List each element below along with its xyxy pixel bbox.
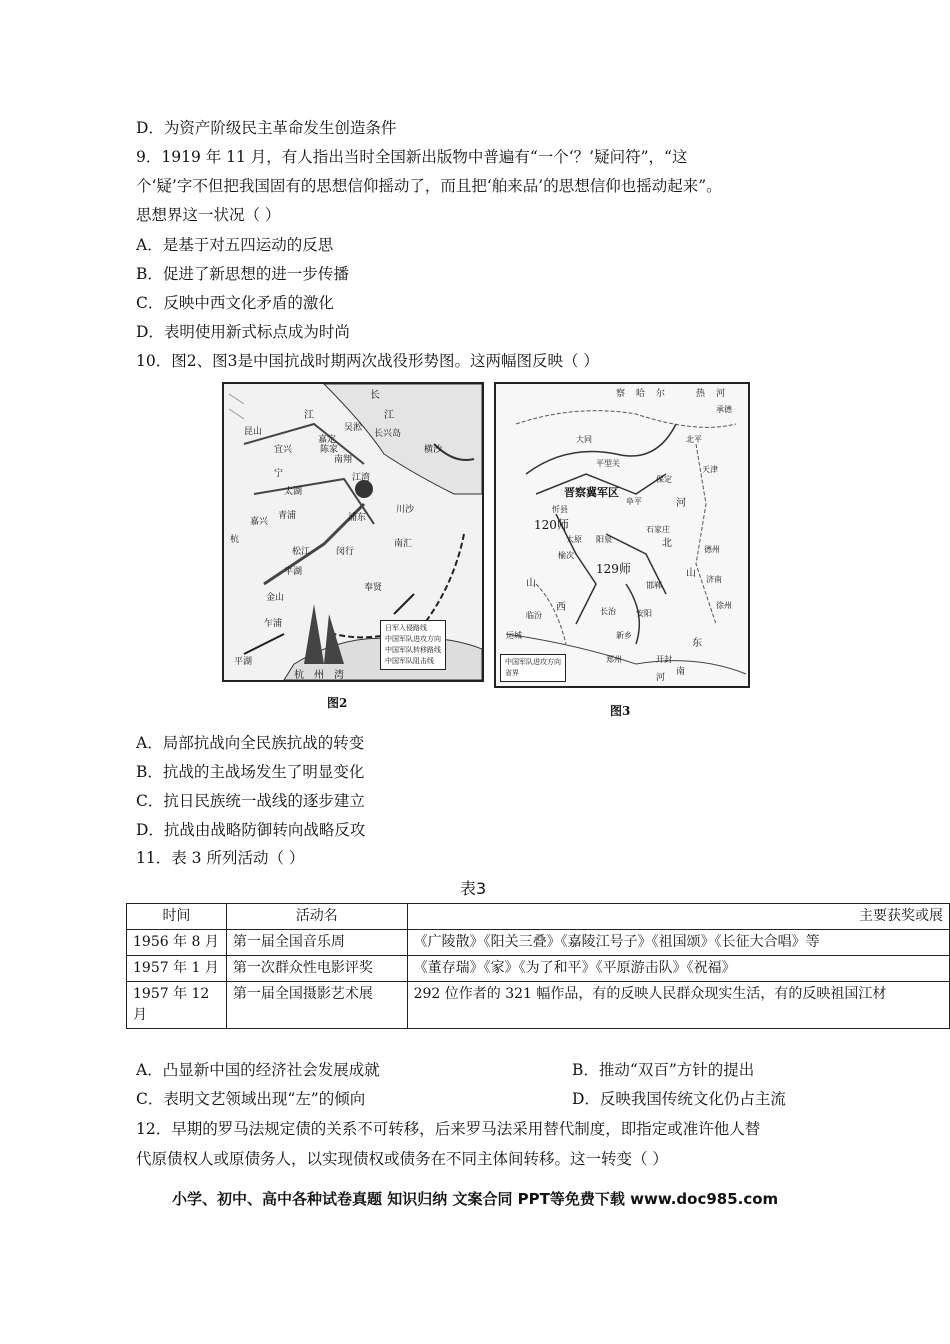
fig3-label: 北平 (686, 435, 702, 444)
fig2-label: 宜兴 (274, 445, 293, 455)
fig3-label: 南 (676, 667, 686, 677)
fig3-label: 西 (556, 602, 566, 613)
figure-2-caption: 图2 (327, 696, 348, 710)
table-cell-time: 1956 年 8 月 (127, 930, 227, 956)
fig2-label: 长 (370, 390, 380, 401)
q9-option-c: C．反映中西文化矛盾的激化 (136, 294, 334, 312)
fig3-label: 平型关 (596, 459, 620, 468)
table-cell-activity: 第一届全国摄影艺术展 (226, 982, 407, 1029)
q9-option-d: D．表明使用新式标点成为时尚 (136, 323, 350, 341)
fig3-label: 临汾 (526, 611, 542, 620)
figure-2-map (222, 382, 484, 682)
fig2-label: 杭 (294, 670, 304, 681)
q10-option-b: B．抗战的主战场发生了明显变化 (136, 763, 365, 781)
fig3-label: 察 (616, 389, 626, 399)
table-row (127, 930, 950, 956)
fig3-label: 山 (686, 568, 696, 579)
q10-option-c: C．抗日民族统一战线的逐步建立 (136, 792, 365, 810)
table-cell-awards: 《董存瑞》《家》《为了和平》《平原游击队》《祝福》 (407, 956, 949, 982)
fig3-label: 邯郸 (646, 581, 662, 590)
fig2-label: 平湖 (234, 657, 253, 667)
q9-stem-line1: 9．1919 年 11 月，有人指出当时全国新出版物中普遍有“一个‘？’疑问符”，“这 (136, 148, 688, 166)
fig2-legend-item: 中国军队阻击线 (385, 657, 434, 665)
fig2-label: 湾 (334, 670, 344, 681)
fig3-label: 安阳 (636, 609, 652, 618)
fig2-label: 浦东 (348, 513, 367, 523)
fig3-label: 河 (656, 673, 666, 683)
table-row (127, 956, 950, 982)
fig3-label: 北 (662, 538, 672, 549)
table-cell-time: 1957 年 12 月 (127, 982, 227, 1029)
fig3-label: 山 (526, 578, 536, 589)
fig3-label: 河 (676, 498, 686, 509)
fig3-label: 忻县 (552, 505, 568, 514)
fig2-label: 横沙 (424, 445, 443, 455)
fig3-label: 运城 (506, 631, 522, 640)
table-cell-activity: 第一次群众性电影评奖 (226, 956, 407, 982)
fig2-label: 长兴岛 (374, 429, 402, 439)
fig3-label: 东 (692, 638, 702, 649)
fig2-label: 乍浦 (264, 619, 283, 629)
fig3-label: 阜平 (626, 497, 642, 506)
fig3-label: 天津 (702, 465, 718, 474)
fig2-label: 杭 (230, 535, 240, 545)
activity-table (126, 903, 950, 1029)
fig3-label: 新乡 (616, 631, 632, 640)
fig2-label: 嘉兴 (250, 517, 269, 527)
fig2-label: 川沙 (396, 505, 415, 515)
fig2-label: 江 (304, 410, 314, 421)
fig3-label: 榆次 (558, 551, 574, 560)
fig2-label: 闵行 (336, 547, 355, 557)
fig2-label: 江 (384, 410, 394, 421)
fig3-label: 石家庄 (646, 525, 670, 534)
table-header-activity: 活动名 (226, 904, 407, 930)
fig2-label: 松江 (292, 547, 311, 557)
fig3-legend (500, 654, 566, 682)
fig2-label: 青浦 (278, 511, 297, 521)
fig3-label: 129师 (596, 562, 631, 576)
fig2-label: 太湖 (284, 487, 303, 497)
fig2-label: 昆山 (244, 427, 263, 437)
q11-option-a: A．凸显新中国的经济社会发展成就 (136, 1061, 380, 1079)
table-title: 表3 (460, 879, 487, 898)
fig2-legend-item: 中国军队转移路线 (385, 646, 441, 654)
fig2-label: 南翔 (334, 455, 353, 465)
fig2-label: 吴淞 (344, 423, 363, 433)
q11-option-d: D．反映我国传统文化仍占主流 (572, 1090, 786, 1108)
figure-3-caption: 图3 (610, 704, 631, 718)
fig3-label: 开封 (656, 655, 672, 664)
fig2-legend-item: 日军入侵路线 (385, 624, 427, 632)
footer-banner: 小学、初中、高中各种试卷真题 知识归纳 文案合同 PPT等免费下载 www.doc985.com (172, 1190, 779, 1208)
fig3-label: 德州 (704, 545, 720, 554)
fig2-label: 州 (314, 670, 324, 681)
fig2-legend (380, 620, 446, 670)
fig3-label: 郑州 (606, 655, 622, 664)
q12-stem-line1: 12．早期的罗马法规定债的关系不可转移，后来罗马法采用替代制度，即指定或准许他人替 (136, 1120, 761, 1138)
fig3-label: 徐州 (716, 601, 732, 610)
fig3-label: 阳泉 (596, 535, 612, 544)
fig2-label: 陈家 (320, 445, 339, 455)
fig3-label: 热 (696, 389, 706, 399)
fig3-label: 承德 (716, 405, 732, 414)
q9-option-a: A．是基于对五四运动的反思 (136, 236, 334, 254)
fig3-legend-item: 中国军队进攻方向 (505, 658, 561, 666)
fig2-label: 金山 (266, 593, 285, 603)
q11-option-c: C．表明文艺领域出现“左”的倾向 (136, 1090, 366, 1108)
fig3-label: 济南 (706, 575, 722, 584)
fig3-legend-item: 省界 (505, 669, 519, 677)
fig2-legend-item: 中国军队进攻方向 (385, 635, 441, 643)
fig2-label: 江湾 (352, 473, 371, 483)
fig3-label: 保定 (656, 475, 672, 484)
q9-stem-line2: 个‘疑’字不但把我国固有的思想信仰摇动了，而且把‘舶来品’的思想信仰也摇动起来”。 (136, 177, 722, 195)
q10-option-d: D．抗战由战略防御转向战略反攻 (136, 821, 366, 839)
fig3-label: 长治 (600, 607, 616, 616)
fig3-label: 晋察冀军区 (564, 486, 619, 499)
table-cell-time: 1957 年 1 月 (127, 956, 227, 982)
fig3-label: 太原 (566, 535, 582, 544)
fig3-label: 大同 (576, 435, 592, 444)
fig3-label: 120师 (534, 518, 569, 532)
fig2-label: 平湖 (284, 567, 303, 577)
fig2-label: 嘉定 (318, 435, 337, 445)
table-header-time: 时间 (127, 904, 227, 930)
fig2-label: 奉贤 (364, 583, 383, 593)
table-cell-activity: 第一届全国音乐周 (226, 930, 407, 956)
figure-3-map (494, 382, 750, 688)
table-header-awards: 主要获奖或展 (407, 904, 949, 930)
q12-stem-line2: 代原债权人或原债务人，以实现债权或债务在不同主体间转移。这一转变（ ） (136, 1150, 668, 1168)
q8-option-d: D．为资产阶级民主革命发生创造条件 (136, 119, 397, 137)
q9-option-b: B．促进了新思想的进一步传播 (136, 265, 349, 283)
q9-stem-line3: 思想界这一状况（ ） (136, 206, 281, 224)
fig3-label: 河 (716, 389, 726, 399)
table-cell-awards: 《广陵散》《阳关三叠》《嘉陵江号子》《祖国颂》《长征大合唱》等 (407, 930, 949, 956)
fig3-label: 尔 (656, 389, 666, 399)
q11-option-b: B．推动“双百”方针的提出 (572, 1061, 755, 1079)
q11-stem: 11．表 3 所列活动（ ） (136, 849, 305, 867)
fig2-label: 南汇 (394, 539, 413, 549)
q10-option-a: A．局部抗战向全民族抗战的转变 (136, 734, 365, 752)
table-cell-awards: 292 位作者的 321 幅作品，有的反映人民群众现实生活，有的反映祖国江材 (407, 982, 949, 1029)
fig2-label: 宁 (274, 469, 284, 479)
q10-stem: 10．图2、图3是中国抗战时期两次战役形势图。这两幅图反映（ ） (136, 352, 599, 370)
fig3-label: 哈 (636, 389, 646, 399)
table-header-row (127, 904, 950, 930)
table-row (127, 982, 950, 1029)
